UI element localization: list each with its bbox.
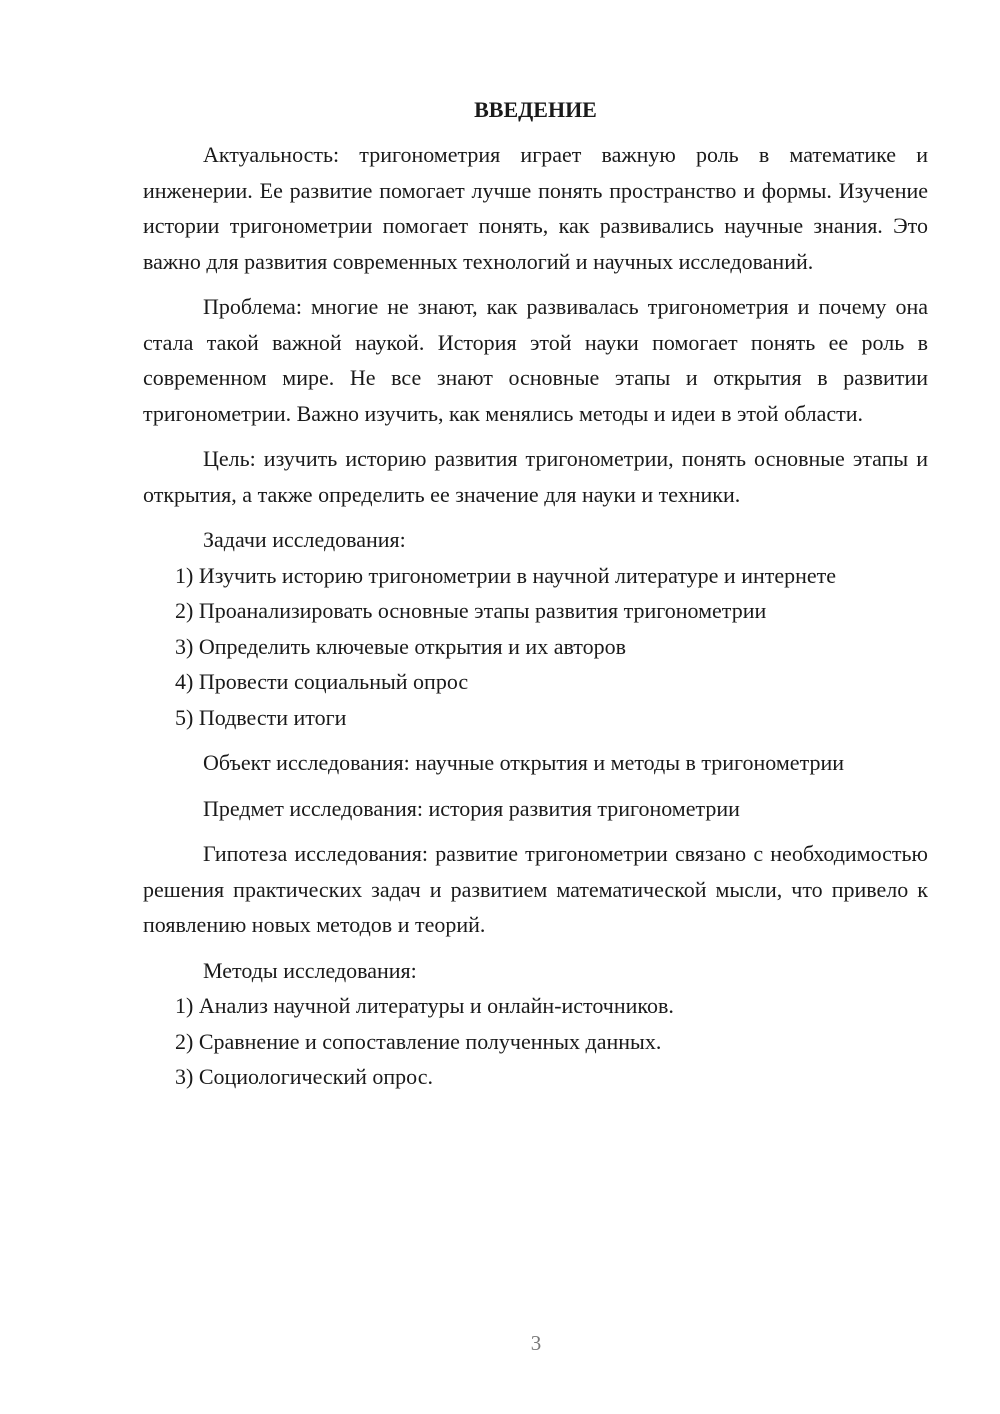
subject-paragraph: Предмет исследования: история развития тригонометрии <box>203 795 740 821</box>
task-item: 2) Проанализировать основные этапы развития тригонометрии <box>175 598 767 623</box>
task-item: 1) Изучить историю тригонометрии в научной литературе и интернете <box>175 562 837 588</box>
method-item: 1) Анализ научной литературы и онлайн-источников. <box>175 993 674 1018</box>
method-item: 3) Социологический опрос. <box>175 1064 433 1089</box>
page-content <box>143 92 928 1095</box>
problem-paragraph: Проблема: многие не знают, как развивалась тригонометрия и почему она стала такой важной наукой. История этой науки помогает понять ее роль в современном мире. Не все знают основные этапы и открытия в развитии тригонометрии. Важно изучить, как менялись методы и идеи в этой области. <box>143 294 928 426</box>
section-title: ВВЕДЕНИЕ <box>474 97 597 122</box>
goal-paragraph: Цель: изучить историю развития тригонометрии, понять основные этапы и открытия, а также определить ее значение для науки и техники. <box>143 446 928 507</box>
methods-heading: Методы исследования: <box>203 957 417 983</box>
method-item: 2) Сравнение и сопоставление полученных данных. <box>175 1028 662 1054</box>
hypothesis-paragraph: Гипотеза исследования: развитие тригонометрии связано с необходимостью решения практических задач и развитием математической мысли, что привело к появлению новых методов и теорий. <box>143 841 928 937</box>
task-item: 3) Определить ключевые открытия и их авторов <box>175 633 627 659</box>
task-item: 5) Подвести итоги <box>175 704 347 730</box>
tasks-heading: Задачи исследования: <box>203 527 406 552</box>
page-number: 3 <box>530 1331 542 1355</box>
relevance-paragraph: Актуальность: тригонометрия играет важную роль в математике и инженерии. Ее развитие помогает лучше понять пространство и формы. Изучение истории тригонометрии помогает понять, как развивались научные знания. Это важно для развития современных технологий и научных исследований. <box>143 142 928 274</box>
object-paragraph: Объект исследования: научные открытия и методы в тригонометрии <box>203 750 844 775</box>
task-item: 4) Провести социальный опрос <box>175 669 469 694</box>
